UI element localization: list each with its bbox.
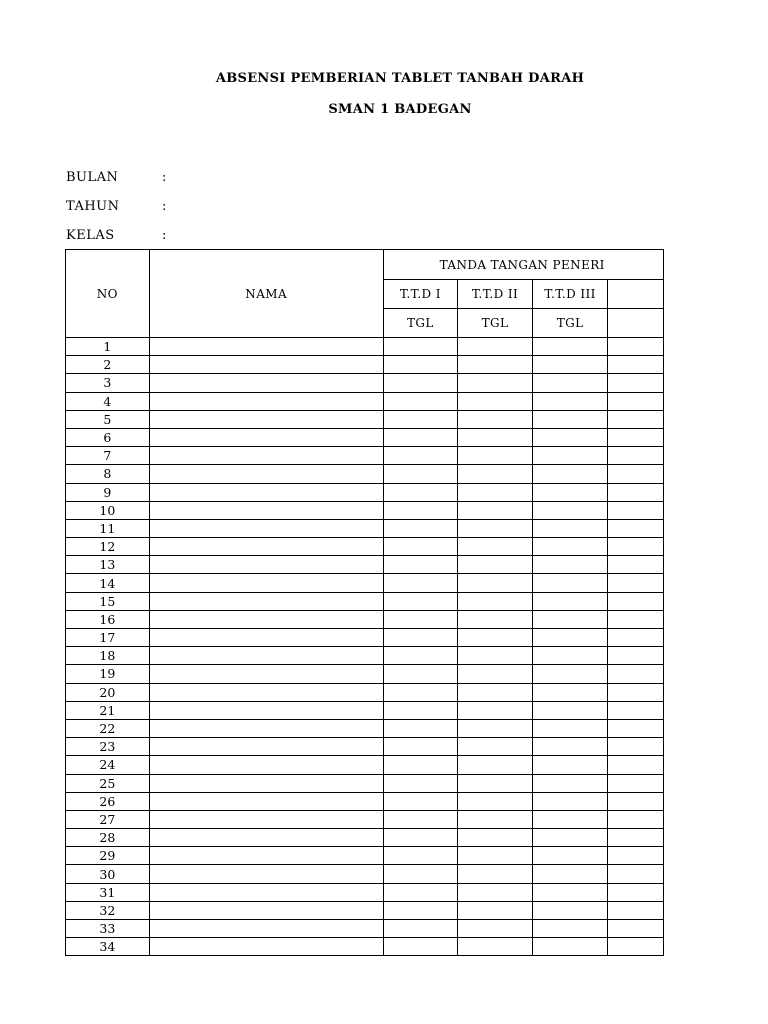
header-tanda-tangan: TANDA TANGAN PENERI — [383, 250, 663, 280]
ttd-1-cell[interactable] — [383, 483, 457, 501]
field-label: TAHUN — [66, 199, 120, 214]
overflow-cell[interactable] — [608, 756, 664, 774]
ttd-2-cell[interactable] — [458, 374, 533, 392]
ttd-1-cell[interactable] — [383, 938, 457, 956]
table-row — [66, 392, 664, 410]
name-cell[interactable] — [149, 392, 383, 410]
ttd-1-cell[interactable] — [383, 428, 457, 446]
name-cell[interactable] — [149, 901, 383, 919]
document-subtitle: SMAN 1 BADEGAN — [328, 102, 472, 117]
row-number: 26 — [66, 792, 150, 810]
ttd-2-cell[interactable] — [458, 410, 533, 428]
row-number: 17 — [66, 629, 150, 647]
ttd-3-cell[interactable] — [532, 847, 607, 865]
table-row — [66, 810, 664, 828]
ttd-1-cell[interactable] — [383, 738, 457, 756]
name-cell[interactable] — [149, 829, 383, 847]
overflow-cell[interactable] — [608, 629, 664, 647]
table-row — [66, 829, 664, 847]
header-no: NO — [66, 250, 150, 338]
name-cell[interactable] — [149, 574, 383, 592]
table-row — [66, 756, 664, 774]
ttd-1-cell[interactable] — [383, 756, 457, 774]
field-colon: : — [162, 228, 167, 243]
overflow-cell[interactable] — [608, 810, 664, 828]
name-cell[interactable] — [149, 519, 383, 537]
name-cell[interactable] — [149, 629, 383, 647]
row-number: 9 — [66, 483, 150, 501]
overflow-cell[interactable] — [608, 701, 664, 719]
name-cell[interactable] — [149, 738, 383, 756]
overflow-cell[interactable] — [608, 938, 664, 956]
ttd-1-cell[interactable] — [383, 465, 457, 483]
overflow-cell[interactable] — [608, 719, 664, 737]
table-row — [66, 538, 664, 556]
overflow-cell[interactable] — [608, 410, 664, 428]
field-colon: : — [162, 199, 167, 214]
ttd-2-cell[interactable] — [458, 556, 533, 574]
ttd-1-cell[interactable] — [383, 810, 457, 828]
overflow-cell[interactable] — [608, 592, 664, 610]
table-row — [66, 610, 664, 628]
name-cell[interactable] — [149, 592, 383, 610]
row-number: 6 — [66, 428, 150, 446]
ttd-3-cell[interactable] — [532, 556, 607, 574]
name-cell[interactable] — [149, 719, 383, 737]
overflow-cell[interactable] — [608, 338, 664, 356]
overflow-cell[interactable] — [608, 883, 664, 901]
ttd-2-cell[interactable] — [458, 756, 533, 774]
name-cell[interactable] — [149, 356, 383, 374]
header-tgl-1: TGL — [383, 309, 457, 338]
ttd-3-cell[interactable] — [532, 465, 607, 483]
ttd-3-cell[interactable] — [532, 865, 607, 883]
ttd-2-cell[interactable] — [458, 829, 533, 847]
table-row — [66, 338, 664, 356]
table-row — [66, 683, 664, 701]
ttd-2-cell[interactable] — [458, 847, 533, 865]
table-row — [66, 865, 664, 883]
table-row — [66, 738, 664, 756]
ttd-3-cell[interactable] — [532, 519, 607, 537]
field-tahun — [66, 199, 167, 214]
ttd-2-cell[interactable] — [458, 629, 533, 647]
ttd-3-cell[interactable] — [532, 574, 607, 592]
overflow-cell[interactable] — [608, 392, 664, 410]
row-number: 30 — [66, 865, 150, 883]
name-cell[interactable] — [149, 483, 383, 501]
overflow-cell[interactable] — [608, 538, 664, 556]
ttd-3-cell[interactable] — [532, 410, 607, 428]
ttd-3-cell[interactable] — [532, 701, 607, 719]
ttd-1-cell[interactable] — [383, 847, 457, 865]
row-number: 25 — [66, 774, 150, 792]
ttd-1-cell[interactable] — [383, 774, 457, 792]
header-ttd-1: T.T.D I — [383, 280, 457, 309]
ttd-1-cell[interactable] — [383, 665, 457, 683]
row-number: 1 — [66, 338, 150, 356]
ttd-3-cell[interactable] — [532, 338, 607, 356]
ttd-3-cell[interactable] — [532, 810, 607, 828]
overflow-cell[interactable] — [608, 465, 664, 483]
name-cell[interactable] — [149, 938, 383, 956]
row-number: 31 — [66, 883, 150, 901]
row-number: 22 — [66, 719, 150, 737]
ttd-3-cell[interactable] — [532, 501, 607, 519]
row-number: 34 — [66, 938, 150, 956]
name-cell[interactable] — [149, 810, 383, 828]
ttd-2-cell[interactable] — [458, 701, 533, 719]
header-tgl-2: TGL — [458, 309, 533, 338]
ttd-1-cell[interactable] — [383, 447, 457, 465]
ttd-3-cell[interactable] — [532, 774, 607, 792]
ttd-1-cell[interactable] — [383, 356, 457, 374]
document-title: ABSENSI PEMBERIAN TABLET TANBAH DARAH — [215, 71, 585, 86]
field-bulan — [66, 170, 167, 185]
table-row — [66, 374, 664, 392]
name-cell[interactable] — [149, 465, 383, 483]
name-cell[interactable] — [149, 647, 383, 665]
name-cell[interactable] — [149, 338, 383, 356]
ttd-2-cell[interactable] — [458, 792, 533, 810]
ttd-1-cell[interactable] — [383, 883, 457, 901]
field-label: BULAN — [66, 170, 119, 185]
ttd-3-cell[interactable] — [532, 683, 607, 701]
ttd-1-cell[interactable] — [383, 338, 457, 356]
ttd-2-cell[interactable] — [458, 665, 533, 683]
name-cell[interactable] — [149, 701, 383, 719]
ttd-3-cell[interactable] — [532, 538, 607, 556]
field-colon: : — [162, 170, 167, 185]
row-number: 2 — [66, 356, 150, 374]
ttd-1-cell[interactable] — [383, 719, 457, 737]
ttd-3-cell[interactable] — [532, 901, 607, 919]
row-number: 13 — [66, 556, 150, 574]
name-cell[interactable] — [149, 756, 383, 774]
row-number: 12 — [66, 538, 150, 556]
overflow-cell[interactable] — [608, 610, 664, 628]
table-row — [66, 556, 664, 574]
row-number: 29 — [66, 847, 150, 865]
field-kelas — [66, 228, 167, 243]
name-cell[interactable] — [149, 847, 383, 865]
ttd-1-cell[interactable] — [383, 556, 457, 574]
ttd-3-cell[interactable] — [532, 665, 607, 683]
row-number: 20 — [66, 683, 150, 701]
row-number: 8 — [66, 465, 150, 483]
ttd-2-cell[interactable] — [458, 865, 533, 883]
table-row — [66, 847, 664, 865]
row-number: 4 — [66, 392, 150, 410]
overflow-cell[interactable] — [608, 774, 664, 792]
row-number: 3 — [66, 374, 150, 392]
ttd-2-cell[interactable] — [458, 610, 533, 628]
row-number: 24 — [66, 756, 150, 774]
ttd-2-cell[interactable] — [458, 774, 533, 792]
ttd-1-cell[interactable] — [383, 901, 457, 919]
ttd-2-cell[interactable] — [458, 938, 533, 956]
row-number: 10 — [66, 501, 150, 519]
row-number: 16 — [66, 610, 150, 628]
table-row — [66, 465, 664, 483]
ttd-3-cell[interactable] — [532, 592, 607, 610]
header-row — [66, 250, 664, 280]
ttd-1-cell[interactable] — [383, 574, 457, 592]
ttd-1-cell[interactable] — [383, 701, 457, 719]
ttd-3-cell[interactable] — [532, 883, 607, 901]
name-cell[interactable] — [149, 538, 383, 556]
name-cell[interactable] — [149, 883, 383, 901]
overflow-cell[interactable] — [608, 519, 664, 537]
ttd-2-cell[interactable] — [458, 738, 533, 756]
header-tgl-overflow — [608, 309, 664, 338]
name-cell[interactable] — [149, 428, 383, 446]
name-cell[interactable] — [149, 501, 383, 519]
ttd-3-cell[interactable] — [532, 629, 607, 647]
table-row — [66, 410, 664, 428]
ttd-2-cell[interactable] — [458, 683, 533, 701]
name-cell[interactable] — [149, 865, 383, 883]
ttd-3-cell[interactable] — [532, 938, 607, 956]
overflow-cell[interactable] — [608, 738, 664, 756]
overflow-cell[interactable] — [608, 501, 664, 519]
name-cell[interactable] — [149, 374, 383, 392]
overflow-cell[interactable] — [608, 374, 664, 392]
ttd-3-cell[interactable] — [532, 392, 607, 410]
name-cell[interactable] — [149, 665, 383, 683]
ttd-3-cell[interactable] — [532, 447, 607, 465]
ttd-2-cell[interactable] — [458, 483, 533, 501]
ttd-3-cell[interactable] — [532, 610, 607, 628]
ttd-1-cell[interactable] — [383, 592, 457, 610]
ttd-1-cell[interactable] — [383, 410, 457, 428]
ttd-2-cell[interactable] — [458, 356, 533, 374]
row-number: 23 — [66, 738, 150, 756]
ttd-2-cell[interactable] — [458, 428, 533, 446]
ttd-1-cell[interactable] — [383, 501, 457, 519]
overflow-cell[interactable] — [608, 683, 664, 701]
ttd-3-cell[interactable] — [532, 374, 607, 392]
table-row — [66, 356, 664, 374]
header-tgl-3: TGL — [532, 309, 607, 338]
ttd-3-cell[interactable] — [532, 792, 607, 810]
ttd-1-cell[interactable] — [383, 865, 457, 883]
ttd-2-cell[interactable] — [458, 883, 533, 901]
ttd-1-cell[interactable] — [383, 683, 457, 701]
table-row — [66, 774, 664, 792]
ttd-1-cell[interactable] — [383, 647, 457, 665]
row-number: 5 — [66, 410, 150, 428]
table-row — [66, 447, 664, 465]
ttd-3-cell[interactable] — [532, 483, 607, 501]
table-row — [66, 647, 664, 665]
table-row — [66, 501, 664, 519]
ttd-1-cell[interactable] — [383, 829, 457, 847]
ttd-3-cell[interactable] — [532, 829, 607, 847]
row-number: 32 — [66, 901, 150, 919]
header-ttd-2: T.T.D II — [458, 280, 533, 309]
overflow-cell[interactable] — [608, 829, 664, 847]
overflow-cell[interactable] — [608, 792, 664, 810]
table-row — [66, 574, 664, 592]
table-row — [66, 592, 664, 610]
ttd-2-cell[interactable] — [458, 592, 533, 610]
ttd-2-cell[interactable] — [458, 501, 533, 519]
overflow-cell[interactable] — [608, 483, 664, 501]
ttd-2-cell[interactable] — [458, 647, 533, 665]
ttd-3-cell[interactable] — [532, 719, 607, 737]
table-row — [66, 938, 664, 956]
ttd-1-cell[interactable] — [383, 629, 457, 647]
table-row — [66, 901, 664, 919]
overflow-cell[interactable] — [608, 356, 664, 374]
ttd-2-cell[interactable] — [458, 519, 533, 537]
table-row — [66, 428, 664, 446]
field-label: KELAS — [66, 228, 115, 243]
overflow-cell[interactable] — [608, 847, 664, 865]
row-number: 14 — [66, 574, 150, 592]
row-number: 27 — [66, 810, 150, 828]
name-cell[interactable] — [149, 410, 383, 428]
overflow-cell[interactable] — [608, 665, 664, 683]
overflow-cell[interactable] — [608, 901, 664, 919]
table-row — [66, 629, 664, 647]
row-number: 11 — [66, 519, 150, 537]
table-row — [66, 483, 664, 501]
ttd-1-cell[interactable] — [383, 792, 457, 810]
table-row — [66, 792, 664, 810]
name-cell[interactable] — [149, 556, 383, 574]
name-cell[interactable] — [149, 683, 383, 701]
ttd-2-cell[interactable] — [458, 338, 533, 356]
ttd-1-cell[interactable] — [383, 610, 457, 628]
attendance-table — [65, 249, 664, 956]
row-number: 21 — [66, 701, 150, 719]
ttd-3-cell[interactable] — [532, 428, 607, 446]
header-ttd-3: T.T.D III — [532, 280, 607, 309]
ttd-3-cell[interactable] — [532, 756, 607, 774]
header-nama: NAMA — [149, 250, 383, 338]
header-ttd-overflow — [608, 280, 664, 309]
row-number: 19 — [66, 665, 150, 683]
ttd-1-cell[interactable] — [383, 374, 457, 392]
table-row — [66, 719, 664, 737]
table-row — [66, 920, 664, 938]
table-row — [66, 519, 664, 537]
ttd-1-cell[interactable] — [383, 920, 457, 938]
attendance-table-wrapper — [65, 249, 664, 956]
ttd-1-cell[interactable] — [383, 538, 457, 556]
ttd-1-cell[interactable] — [383, 392, 457, 410]
row-number: 18 — [66, 647, 150, 665]
ttd-2-cell[interactable] — [458, 465, 533, 483]
ttd-2-cell[interactable] — [458, 447, 533, 465]
overflow-cell[interactable] — [608, 647, 664, 665]
table-row — [66, 701, 664, 719]
ttd-2-cell[interactable] — [458, 901, 533, 919]
ttd-3-cell[interactable] — [532, 738, 607, 756]
ttd-2-cell[interactable] — [458, 392, 533, 410]
ttd-1-cell[interactable] — [383, 519, 457, 537]
ttd-2-cell[interactable] — [458, 719, 533, 737]
overflow-cell[interactable] — [608, 920, 664, 938]
row-number: 15 — [66, 592, 150, 610]
table-row — [66, 883, 664, 901]
name-cell[interactable] — [149, 610, 383, 628]
name-cell[interactable] — [149, 774, 383, 792]
name-cell[interactable] — [149, 447, 383, 465]
overflow-cell[interactable] — [608, 865, 664, 883]
ttd-3-cell[interactable] — [532, 920, 607, 938]
table-row — [66, 665, 664, 683]
ttd-3-cell[interactable] — [532, 356, 607, 374]
overflow-cell[interactable] — [608, 574, 664, 592]
row-number: 33 — [66, 920, 150, 938]
name-cell[interactable] — [149, 792, 383, 810]
row-number: 7 — [66, 447, 150, 465]
row-number: 28 — [66, 829, 150, 847]
ttd-2-cell[interactable] — [458, 574, 533, 592]
ttd-2-cell[interactable] — [458, 810, 533, 828]
overflow-cell[interactable] — [608, 428, 664, 446]
overflow-cell[interactable] — [608, 556, 664, 574]
name-cell[interactable] — [149, 920, 383, 938]
ttd-2-cell[interactable] — [458, 538, 533, 556]
ttd-2-cell[interactable] — [458, 920, 533, 938]
overflow-cell[interactable] — [608, 447, 664, 465]
ttd-3-cell[interactable] — [532, 647, 607, 665]
